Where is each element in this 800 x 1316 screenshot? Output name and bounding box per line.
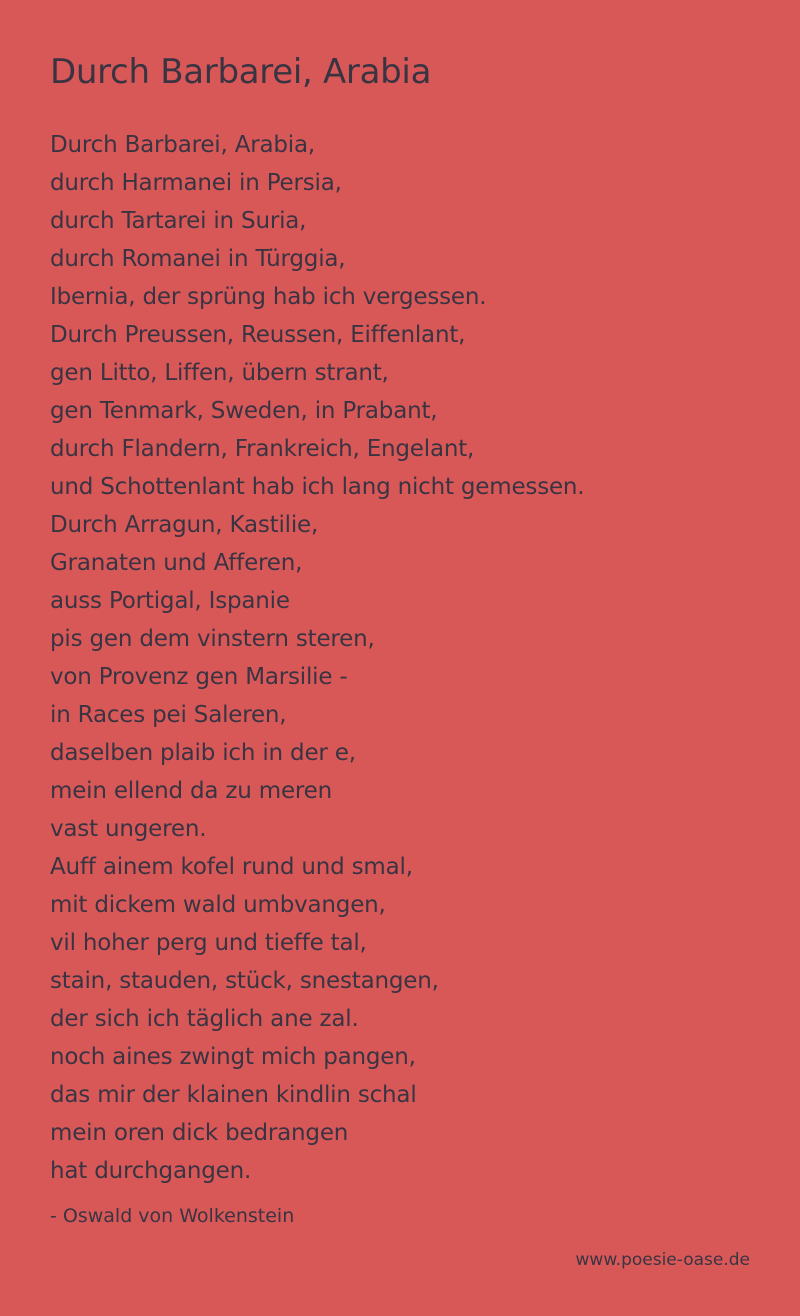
poem-line: und Schottenlant hab ich lang nicht gemessen. bbox=[50, 474, 585, 500]
poem-line: von Provenz gen Marsilie - bbox=[50, 664, 348, 690]
poem-line: mein ellend da zu meren bbox=[50, 778, 333, 804]
poem-line: Granaten und Afferen, bbox=[50, 550, 303, 576]
poem-line: Durch Preussen, Reussen, Eiffenlant, bbox=[50, 322, 466, 348]
poem-line: gen Litto, Liffen, übern strant, bbox=[50, 360, 389, 386]
poem-line: durch Tartarei in Suria, bbox=[50, 208, 307, 234]
poem-line: in Races pei Saleren, bbox=[50, 702, 287, 728]
poem-body bbox=[50, 126, 584, 1190]
poem-line: Ibernia, der sprüng hab ich vergessen. bbox=[50, 284, 487, 310]
poem-line: auss Portigal, Ispanie bbox=[50, 588, 290, 614]
poem-line: Durch Arragun, Kastilie, bbox=[50, 512, 319, 538]
poem-title: Durch Barbarei, Arabia bbox=[50, 52, 432, 92]
poem-line: daselben plaib ich in der e, bbox=[50, 740, 356, 766]
poem-line: durch Flandern, Frankreich, Engelant, bbox=[50, 436, 475, 462]
poem-line: durch Harmanei in Persia, bbox=[50, 170, 342, 196]
poem-line: gen Tenmark, Sweden, in Prabant, bbox=[50, 398, 438, 424]
poem-line: mit dickem wald umbvangen, bbox=[50, 892, 386, 918]
poem-line: vil hoher perg und tieffe tal, bbox=[50, 930, 367, 956]
poem-line: durch Romanei in Türggia, bbox=[50, 246, 346, 272]
poem-line: das mir der klainen kindlin schal bbox=[50, 1082, 417, 1108]
source-url: www.poesie-oase.de bbox=[575, 1250, 750, 1270]
poem-line: hat durchgangen. bbox=[50, 1158, 252, 1184]
poem-line: vast ungeren. bbox=[50, 816, 207, 842]
poem-line: pis gen dem vinstern steren, bbox=[50, 626, 375, 652]
poem-line: mein oren dick bedrangen bbox=[50, 1120, 349, 1146]
poem-line: Durch Barbarei, Arabia, bbox=[50, 132, 315, 158]
poem-line: noch aines zwingt mich pangen, bbox=[50, 1044, 416, 1070]
poem-line: der sich ich täglich ane zal. bbox=[50, 1006, 359, 1032]
poem-author: - Oswald von Wolkenstein bbox=[50, 1205, 295, 1227]
poem-line: Auff ainem kofel rund und smal, bbox=[50, 854, 413, 880]
poem-line: stain, stauden, stück, snestangen, bbox=[50, 968, 439, 994]
